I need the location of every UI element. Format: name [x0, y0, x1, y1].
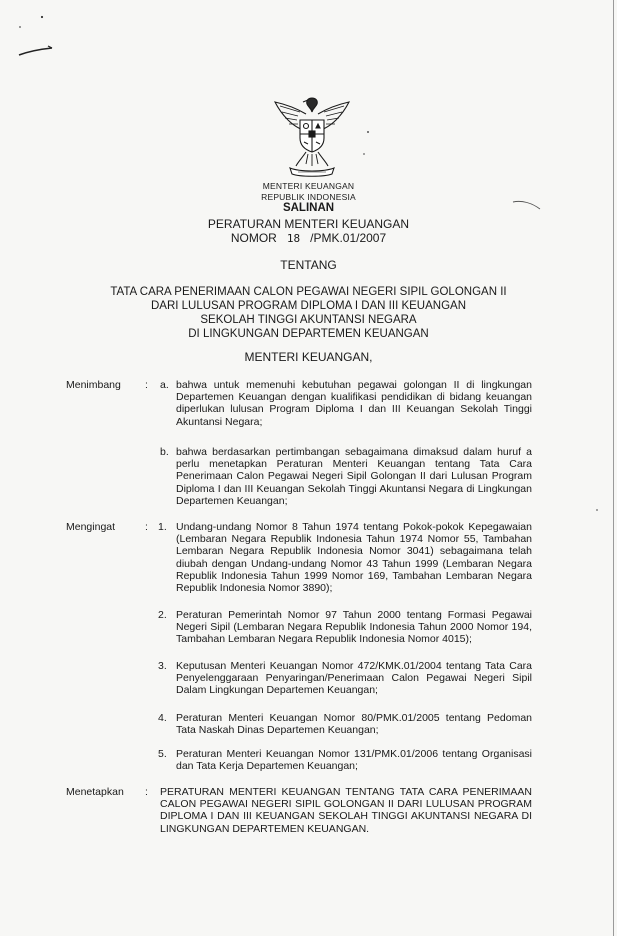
menimbang-item-a: bahwa untuk memenuhi kebutuhan pegawai golongan II di lingkungan Departemen Keuangan dengan kualifikasi pendidikan di bidang keuangan diperlukan lulusan Program Diploma I dan III Keuangan Sekolah Tinggi Akuntansi Negara; [176, 379, 532, 428]
regulation-number [0, 231, 617, 245]
dust-dot-icon [362, 152, 366, 156]
mengingat-item-2: Peraturan Pemerintah Nomor 97 Tahun 2000 tentang Formasi Pegawai Negeri Sipil (Lembaran Negara Republik Indonesia Tahun 2000 Nomor 194, Tambahan Lembaran Negara Republik Indonesia Nomor 4015); [176, 609, 532, 646]
title-line: SEKOLAH TINGGI AKUNTANSI NEGARA [200, 314, 417, 326]
section-label-menetapkan: Menetapkan [66, 786, 124, 798]
copy-mark: SALINAN [282, 202, 335, 214]
menimbang-item-b: bahwa berdasarkan pertimbangan sebagaimana dimaksud dalam huruf a perlu menetapkan Peraturan Menteri Keuangan tentang Tata Cara Penerimaan Calon Pegawai Negeri Sipil Golongan II dari Lulusan Program Diploma I dan III Keuangan Sekolah Tinggi Akuntansi Negara di Lingkungan Departemen Keuangan; [176, 446, 532, 507]
item-marker: 3. [158, 660, 167, 672]
number-label: NOMOR [230, 231, 277, 245]
mengingat-item-4: Peraturan Menteri Keuangan Nomor 80/PMK.01/2005 tentang Pedoman Tata Naskah Dinas Departemen Keuangan; [176, 712, 532, 737]
dust-dot-icon [595, 508, 599, 512]
item-marker: b. [160, 446, 169, 458]
menetapkan-text: PERATURAN MENTERI KEUANGAN TENTANG TATA CARA PENERIMAAN CALON PEGAWAI NEGERI SIPIL GOLONGAN II DARI LULUSAN PROGRAM DIPLOMA I DAN III KEUANGAN SEKOLAH TINGGI AKUNTANSI NEGARA DI LINGKUNGAN DEPARTEMEN KEUANGAN. [160, 786, 532, 835]
section-colon: : [145, 786, 148, 798]
section-label-mengingat: Mengingat [66, 521, 116, 533]
handwritten-stroke-icon [16, 8, 66, 58]
title-line: DARI LULUSAN PROGRAM DIPLOMA I DAN III KEUANGAN [150, 300, 467, 312]
section-label-menimbang: Menimbang [66, 379, 121, 391]
section-colon: : [145, 379, 148, 391]
item-marker: a. [160, 379, 169, 391]
mengingat-item-1: Undang-undang Nomor 8 Tahun 1974 tentang Pokok-pokok Kepegawaian (Lembaran Negara Republik Indonesia Tahun 1974 Nomor 55, Tambahan Lembaran Negara Republik Indonesia Nomor 3041) sebagaimana telah diubah dengan Undang-undang Nomor 43 Tahun 1999 (Lembaran Negara Republik Indonesia Tahun 1999 Nomor 169, Tambahan Lembaran Negara Republik Indonesia Nomor 3890); [176, 521, 532, 595]
regulation-title [0, 285, 617, 341]
regulation-type: PERATURAN MENTERI KEUANGAN [207, 217, 410, 231]
number-suffix: /PMK.01/2007 [310, 231, 387, 245]
mengingat-item-5: Peraturan Menteri Keuangan Nomor 131/PMK.01/2006 tentang Organisasi dan Tata Kerja Departemen Keuangan; [176, 748, 532, 773]
republic-name: REPUBLIK INDONESIA [261, 192, 356, 202]
ministry-name: MENTERI KEUANGAN [262, 181, 355, 191]
issuer: MENTERI KEUANGAN, [244, 350, 373, 364]
mengingat-item-3: Keputusan Menteri Keuangan Nomor 472/KMK.01/2004 tentang Tata Cara Penyelenggaraan Penyaringan/Penerimaan Calon Pegawai Negeri Sipil Dalam Lingkungan Departemen Keuangan; [176, 660, 532, 697]
item-marker: 5. [158, 748, 167, 760]
item-marker: 1. [158, 521, 167, 533]
title-line: TATA CARA PENERIMAAN CALON PEGAWAI NEGERI SIPIL GOLONGAN II [110, 286, 507, 298]
dust-dot-icon [366, 130, 370, 134]
garuda-pancasila-emblem [270, 94, 354, 180]
number-value: 18 [286, 232, 301, 245]
page-edge-line [613, 0, 614, 936]
section-colon: : [145, 521, 148, 533]
item-marker: 2. [158, 609, 167, 621]
item-marker: 4. [158, 712, 167, 724]
about-heading: TENTANG [280, 258, 337, 272]
title-line: DI LINGKUNGAN DEPARTEMEN KEUANGAN [188, 328, 429, 340]
